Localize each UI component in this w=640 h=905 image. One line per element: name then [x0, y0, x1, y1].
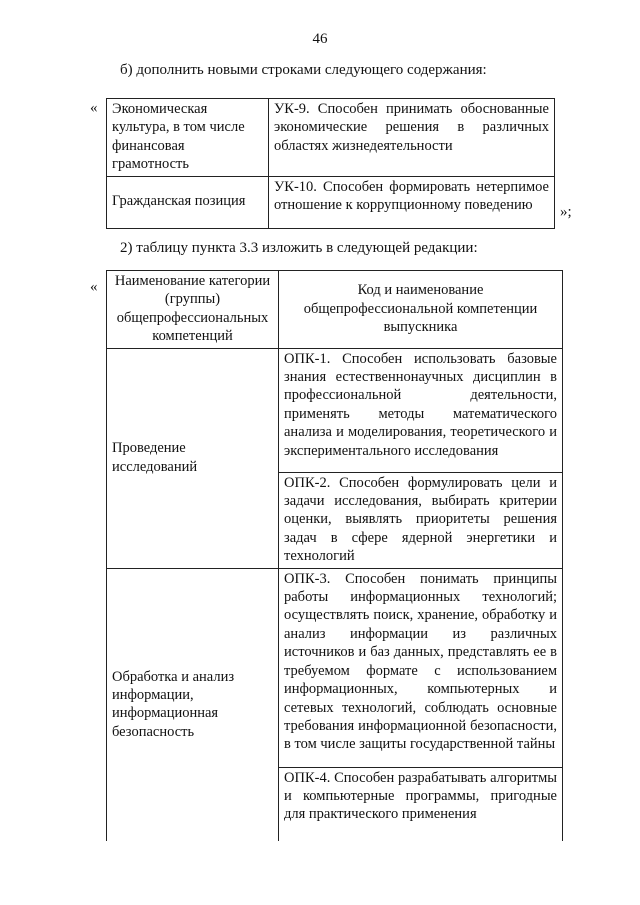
opening-quote-mark: «	[90, 279, 98, 295]
competence-cell: ОПК-1. Способен использовать базовые знания естественнонаучных дисциплин в профессиональной деятельности, применять методы математического анализа и моделирования, теоретического и экспериментального исследования	[279, 348, 563, 472]
competence-cell: ОПК-3. Способен понимать принципы работы информационных технологий; осуществлять поиск, хранение, обработку и анализ информации из различных источников и баз данных, представлять ее в требуемом формате с использованием информационных, компьютерных и сетевых технологий, соблюдать основные требования информационной безопасности, в том числе защиты государственной тайны	[279, 568, 563, 767]
page-number: 46	[312, 31, 328, 47]
table-row	[107, 99, 555, 177]
table-row	[107, 568, 563, 767]
header-code-cell: Код и наименование общепрофессиональной компетенции выпускника	[279, 271, 563, 349]
competence-table	[106, 270, 563, 841]
category-cell: Обработка и анализ информации, информационная безопасность	[107, 568, 279, 841]
intro-paragraph-b: б) дополнить новыми строками следующего содержания:	[120, 62, 487, 78]
table-row	[107, 176, 555, 228]
competence-cell: УК-9. Способен принимать обоснованные экономические решения в различных областях жизнедеятельности	[269, 99, 555, 177]
header-category-cell: Наименование категории (группы) общепрофессиональных компетенций	[107, 271, 279, 349]
closing-quote-mark: »;	[560, 204, 572, 220]
table-header-row	[107, 271, 563, 349]
opening-quote-mark: «	[90, 100, 98, 116]
intro-paragraph-2: 2) таблицу пункта 3.3 изложить в следующей редакции:	[120, 240, 478, 256]
competence-cell: УК-10. Способен формировать нетерпимое отношение к коррупционному поведению	[269, 176, 555, 228]
table-row	[107, 348, 563, 472]
competence-cell: ОПК-2. Способен формулировать цели и задачи исследования, выбирать критерии оценки, выявлять приоритеты решения задач в сфере ядерной энергетики и технологий	[279, 472, 563, 568]
competence-cell: ОПК-4. Способен разрабатывать алгоритмы и компьютерные программы, пригодные для практического применения	[279, 767, 563, 841]
category-cell: Проведение исследований	[107, 348, 279, 568]
category-cell: Экономическая культура, в том числе финансовая грамотность	[107, 99, 269, 177]
category-cell: Гражданская позиция	[107, 176, 269, 228]
additional-rows-table	[106, 98, 555, 229]
